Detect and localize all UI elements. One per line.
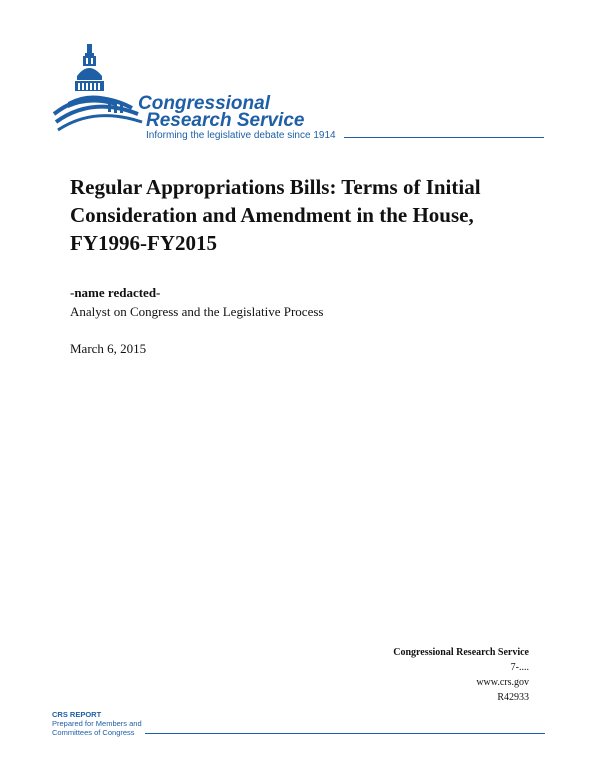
contact-website: www.crs.gov	[476, 677, 529, 688]
report-date: March 6, 2015	[70, 341, 147, 356]
report-number: R42933	[497, 692, 529, 703]
contact-block	[393, 645, 529, 705]
org-tagline: Informing the legislative debate since 1914	[146, 130, 336, 141]
footer-label: CRS REPORT	[52, 710, 102, 719]
tagline-rule	[344, 137, 544, 138]
footer-line2: Committees of Congress	[52, 728, 135, 737]
org-name-line1: Congressional	[138, 93, 270, 114]
report-title: Regular Appropriations Bills: Terms of Initial Consideration and Amendment in the House, FY1996-FY2015	[70, 175, 481, 255]
footer-block	[52, 710, 142, 737]
contact-org: Congressional Research Service	[393, 647, 529, 658]
author-name: -name redacted-	[70, 285, 161, 300]
org-name-line2: Research Service	[146, 110, 305, 131]
contact-phone: 7-....	[510, 662, 529, 673]
footer-rule	[145, 733, 545, 734]
footer-line1: Prepared for Members and	[52, 719, 142, 728]
crs-logo	[50, 42, 550, 152]
author-role: Analyst on Congress and the Legislative Process	[70, 304, 324, 319]
capitol-dome-icon	[50, 42, 146, 142]
